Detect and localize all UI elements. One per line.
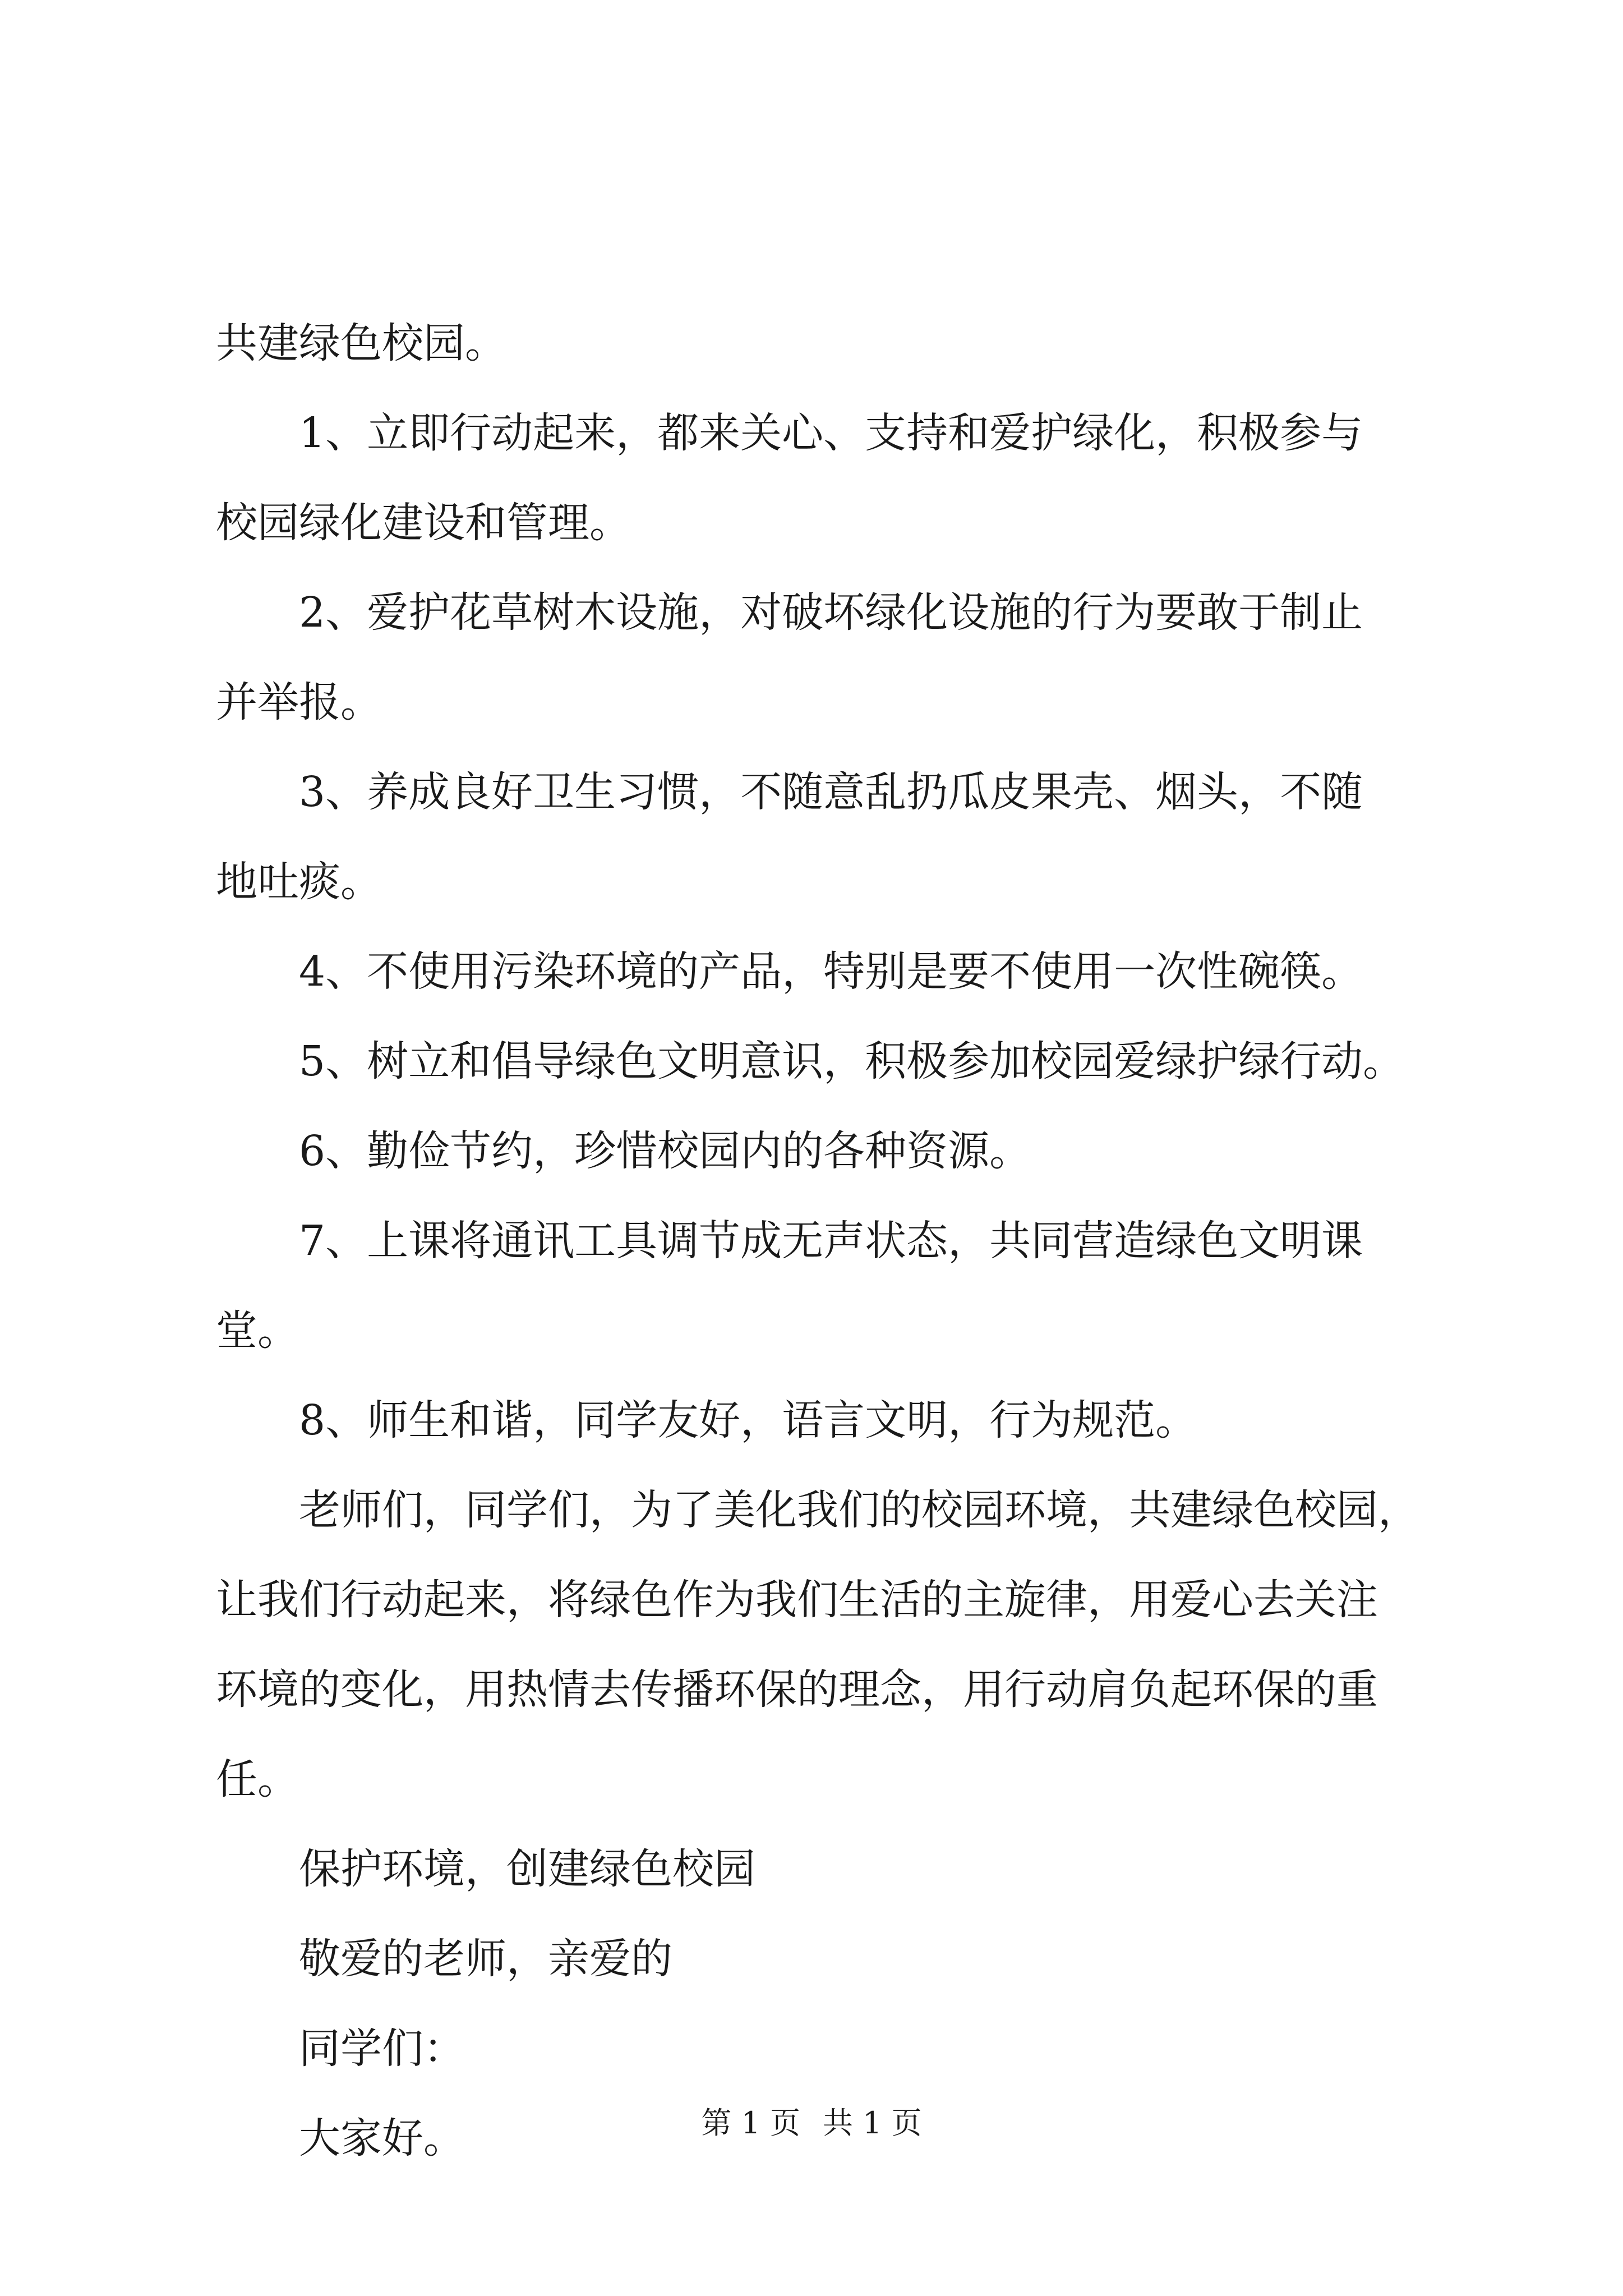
body-line: 并举报。 — [216, 678, 382, 726]
body-line: 大家好。 — [299, 2114, 465, 2162]
body-line: 共建绿色校园。 — [216, 319, 506, 367]
body-line: 老师们，同学们，为了美化我们的校园环境，共建绿色校园， — [299, 1486, 1419, 1534]
body-line: 7、上课将通讯工具调节成无声状态，共同营造绿色文明课 — [299, 1217, 1363, 1265]
page-number-total: 共 1 页 — [823, 2105, 922, 2141]
body-line: 让我们行动起来，将绿色作为我们生活的主旋律，用爱心去关注 — [216, 1576, 1378, 1624]
body-line: 4、不使用污染环境的产品，特别是要不使用一次性碗筷。 — [299, 947, 1363, 996]
page-number-current: 第 1 页 — [701, 2105, 800, 2141]
body-line: 8、师生和谐，同学友好，语言文明，行为规范。 — [299, 1396, 1197, 1444]
document-body — [216, 298, 1422, 2183]
body-line: 1、立即行动起来，都来关心、支持和爱护绿化，积极参与 — [299, 409, 1363, 457]
body-line: 保护环境，创建绿色校园 — [299, 1845, 755, 1893]
body-line: 校园绿化建设和管理。 — [216, 499, 631, 547]
body-line: 地吐痰。 — [216, 858, 382, 906]
body-line: 6、勤俭节约，珍惜校园内的各种资源。 — [299, 1127, 1031, 1175]
body-line: 同学们： — [299, 2024, 465, 2073]
body-line: 堂。 — [216, 1306, 299, 1355]
page-footer — [0, 2101, 1623, 2146]
body-line: 5、树立和倡导绿色文明意识，积极参加校园爱绿护绿行动。 — [299, 1037, 1405, 1085]
body-line: 敬爱的老师，亲爱的 — [299, 1935, 672, 1983]
body-line: 环境的变化，用热情去传播环保的理念，用行动肩负起环保的重 — [216, 1665, 1378, 1714]
body-line: 2、爱护花草树木设施，对破坏绿化设施的行为要敢于制止 — [299, 588, 1363, 637]
body-line: 3、养成良好卫生习惯，不随意乱扔瓜皮果壳、烟头，不随 — [299, 768, 1363, 816]
body-line: 任。 — [216, 1755, 299, 1803]
